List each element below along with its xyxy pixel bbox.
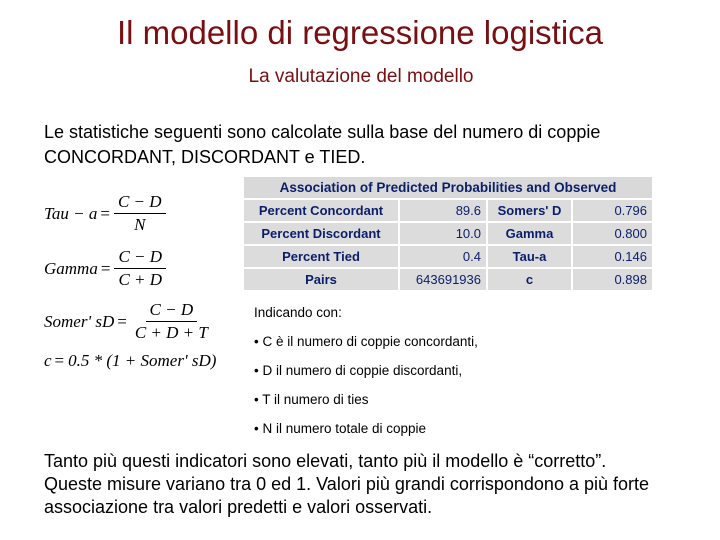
- table-row: [243, 199, 653, 222]
- table-cell: Gamma: [487, 222, 572, 245]
- formula-numerator: C − D: [146, 300, 198, 322]
- formula-numerator: C − D: [114, 192, 166, 214]
- formula-rhs: 0.5 * (1 + Somer' sD): [68, 351, 217, 370]
- formula-lhs: Gamma: [44, 258, 98, 278]
- conclusion-line: associazione tra valori predetti e valori osservati.: [44, 497, 433, 517]
- list-item: Indicando con:: [254, 305, 342, 320]
- list-item: • N il numero totale di coppie: [254, 421, 427, 436]
- formula-fraction: [131, 300, 212, 343]
- table-cell: 0.800: [572, 222, 653, 245]
- intro-line: Le statistiche seguenti sono calcolate sulla base del numero di coppie: [44, 122, 601, 142]
- table-cell: 89.6: [399, 199, 487, 222]
- formula-gamma: Gamma = $\frac{C - D}{C + D}$: [44, 247, 166, 290]
- list-item: • T il numero di ties: [254, 392, 369, 407]
- formula-lhs: Somer' sD: [44, 311, 115, 331]
- table-cell: 643691936: [399, 268, 487, 291]
- table-cell: Tau-a: [487, 245, 572, 268]
- table-cell: c: [487, 268, 572, 291]
- list-item: • C è il numero di coppie concordanti,: [254, 334, 478, 349]
- list-item: • D il numero di coppie discordanti,: [254, 363, 463, 378]
- formula-lhs: c: [44, 351, 52, 370]
- intro-text: [44, 120, 694, 170]
- formulas-block: [44, 190, 244, 380]
- formula-denominator: C + D + T: [134, 323, 208, 342]
- table-row: [243, 268, 653, 291]
- conclusion-line: Tanto più questi indicatori sono elevati, tanto più il modello è “corretto”.: [44, 451, 607, 471]
- conclusion-line: Queste misure variano tra 0 ed 1. Valori più grandi corrispondono a più forte: [44, 474, 650, 494]
- table-cell: Percent Tied: [243, 245, 399, 268]
- formula-denominator: C + D: [118, 270, 163, 289]
- formula-fraction: [114, 247, 166, 290]
- table-cell: Somers' D: [487, 199, 572, 222]
- page-title: Il modello di regressione logistica: [116, 14, 604, 51]
- table-cell: 0.898: [572, 268, 653, 291]
- formula-tau-a: Tau − a = $\frac{C - D}{N}$: [44, 192, 166, 235]
- conclusion-text: [44, 450, 720, 519]
- table-header: Association of Predicted Probabilities and Observed: [243, 176, 653, 199]
- association-table: [242, 175, 654, 292]
- notes-list: [254, 303, 478, 448]
- formula-somers-d: Somer' sD = $\frac{C - D}{C + D + T}$: [44, 300, 212, 343]
- table-cell: 0.796: [572, 199, 653, 222]
- formula-lhs: Tau − a: [44, 203, 98, 223]
- intro-line: CONCORDANT, DISCORDANT e TIED.: [44, 147, 366, 167]
- formula-numerator: C − D: [114, 247, 166, 269]
- formula-fraction: [114, 192, 166, 235]
- table-cell: Percent Discordant: [243, 222, 399, 245]
- table-row: [243, 245, 653, 268]
- page-subtitle: La valutazione del modello: [248, 66, 474, 87]
- formula-denominator: N: [134, 215, 146, 234]
- table-cell: 10.0: [399, 222, 487, 245]
- table-cell: Percent Concordant: [243, 199, 399, 222]
- table-row: [243, 222, 653, 245]
- formula-c: c = 0.5 * (1 + Somer' sD): [44, 351, 217, 370]
- table-cell: Pairs: [243, 268, 399, 291]
- table-cell: 0.4: [399, 245, 487, 268]
- table-cell: 0.146: [572, 245, 653, 268]
